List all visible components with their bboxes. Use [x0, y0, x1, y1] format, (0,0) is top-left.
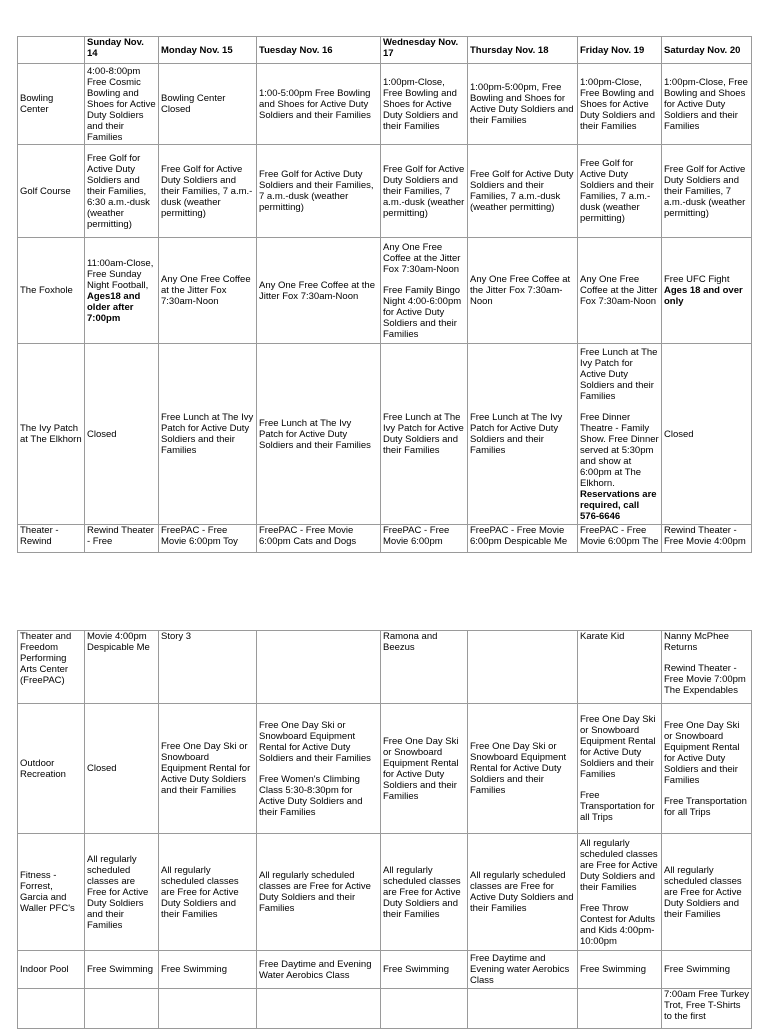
cell-wednesday: Ramona and Beezus [381, 631, 468, 704]
cell-text: Free Throw Contest for Adults and Kids 4:00pm-10:00pm [580, 902, 655, 947]
cell-text [580, 412, 659, 522]
cell-monday: FreePAC - Free Movie 6:00pm Toy [159, 525, 257, 553]
day-header-wednesday: Wednesday Nov. 17 [381, 37, 468, 64]
cell-saturday: 7:00am Free Turkey Trot, Free T-Shirts to the first [662, 989, 752, 1029]
cell-text: Any One Free Coffee at the Jitter Fox 7:30am-Noon [383, 241, 461, 275]
cell-wednesday: Free One Day Ski or Snowboard Equipment Rental for Active Duty Soldiers and their Families [381, 704, 468, 834]
cell-sunday: 4:00-8:00pm Free Cosmic Bowling and Shoes for Active Duty Soldiers and their Families [85, 64, 159, 145]
cell-thursday: Free Lunch at The Ivy Patch for Active Duty Soldiers and their Families [468, 344, 578, 525]
cell-wednesday [381, 989, 468, 1029]
facility-label: Theater and Freedom Performing Arts Center (FreePAC) [18, 631, 85, 704]
row-theater-freepac [18, 631, 752, 704]
day-header-saturday: Saturday Nov. 20 [662, 37, 752, 64]
cell-text: Free Lunch at The Ivy Patch for Active Duty Soldiers and their Families [580, 346, 658, 402]
cell-sunday [85, 238, 159, 344]
cell-text: Nanny McPhee Returns [664, 631, 729, 653]
cell-text: All regularly scheduled classes are Free for Active Duty Soldiers and their Families [580, 837, 658, 893]
cell-sunday: All regularly scheduled classes are Free for Active Duty Soldiers and their Families [85, 834, 159, 951]
row-theater-rewind [18, 525, 752, 553]
facility-label [18, 989, 85, 1029]
dinner-text: Free Dinner Theatre - Family Show. Free Dinner served at 5:30pm and show at 6:00pm at The Elkhorn. [580, 411, 659, 489]
cell-tuesday: Free Golf for Active Duty Soldiers and their Families, 7 a.m.-dusk (weather permitting) [257, 145, 381, 238]
cell-thursday: FreePAC - Free Movie 6:00pm Despicable Me [468, 525, 578, 553]
row-partial [18, 989, 752, 1029]
cell-thursday: Free Golf for Active Duty Soldiers and their Families, 7 a.m.-dusk (weather permitting) [468, 145, 578, 238]
cell-friday: 1:00pm-Close, Free Bowling and Shoes for Active Duty Soldiers and their Families [578, 64, 662, 145]
cell-saturday: 1:00pm-Close, Free Bowling and Shoes for Active Duty Soldiers and their Families [662, 64, 752, 145]
cell-friday [578, 834, 662, 951]
row-indoor-pool [18, 951, 752, 989]
climbing-class-text: Free Women's Climbing Class 5:30-8:30pm for Active Duty Soldiers and their Families [259, 773, 363, 818]
cell-thursday: All regularly scheduled classes are Free for Active Duty Soldiers and their Families [468, 834, 578, 951]
facility-label: Bowling Center [18, 64, 85, 145]
cell-wednesday: Free Lunch at The Ivy Patch for Active Duty Soldiers and their Families [381, 344, 468, 525]
corner-cell [18, 37, 85, 64]
cell-text: Free Transportation for all Trips [580, 790, 655, 823]
cell-text: Free One Day Ski or Snowboard Equipment Rental for Active Duty Soldiers and their Families [664, 719, 740, 786]
cell-wednesday: Free Swimming [381, 951, 468, 989]
cell-saturday: Free Golf for Active Duty Soldiers and their Families, 7 a.m.-dusk (weather permitting) [662, 145, 752, 238]
cell-wednesday: 1:00pm-Close, Free Bowling and Shoes for Active Duty Soldiers and their Families [381, 64, 468, 145]
row-foxhole [18, 238, 752, 344]
row-ivy-patch [18, 344, 752, 525]
cell-monday: Story 3 [159, 631, 257, 704]
cell-text [259, 774, 378, 818]
header-row [18, 37, 752, 64]
cell-text: Free Transportation for all Trips [664, 795, 747, 818]
cell-saturday: Rewind Theater - Free Movie 4:00pm [662, 525, 752, 553]
cell-sunday: Movie 4:00pm Despicable Me [85, 631, 159, 704]
cell-saturday [662, 704, 752, 834]
cell-monday [159, 989, 257, 1029]
facility-label: The Foxhole [18, 238, 85, 344]
cell-text: 11:00am-Close, Free Sunday Night Football, [87, 257, 154, 291]
cell-monday: Free Lunch at The Ivy Patch for Active Duty Soldiers and their Families [159, 344, 257, 525]
facility-label: The Ivy Patch at The Elkhorn [18, 344, 85, 525]
cell-saturday [662, 238, 752, 344]
cell-monday: Any One Free Coffee at the Jitter Fox 7:30am-Noon [159, 238, 257, 344]
facility-label: Indoor Pool [18, 951, 85, 989]
cell-text: Free One Day Ski or Snowboard Equipment Rental for Active Duty Soldiers and their Families [580, 714, 656, 780]
row-outdoor-recreation [18, 704, 752, 834]
cell-friday [578, 989, 662, 1029]
facility-label: Outdoor Recreation [18, 704, 85, 834]
day-header-friday: Friday Nov. 19 [578, 37, 662, 64]
cell-thursday: Free Daytime and Evening water Aerobics Class [468, 951, 578, 989]
row-fitness [18, 834, 752, 951]
cell-friday [578, 704, 662, 834]
cell-friday [578, 344, 662, 525]
cell-friday: Free Swimming [578, 951, 662, 989]
cell-text: Free UFC Fight [664, 274, 730, 285]
cell-friday: Any One Free Coffee at the Jitter Fox 7:30am-Noon [578, 238, 662, 344]
cell-thursday: Free One Day Ski or Snowboard Equipment Rental for Active Duty Soldiers and their Families [468, 704, 578, 834]
age-restriction-note: Ages 18 and over only [664, 285, 743, 307]
cell-text: Free Family Bingo Night 4:00-6:00pm for Active Duty Soldiers and their Families [383, 284, 462, 340]
cell-friday: Karate Kid [578, 631, 662, 704]
cell-sunday: Closed [85, 704, 159, 834]
day-header-monday: Monday Nov. 15 [159, 37, 257, 64]
cell-thursday: Any One Free Coffee at the Jitter Fox 7:30am-Noon [468, 238, 578, 344]
cell-text: Rewind Theater - Free Movie 7:00pm The Expendables [664, 663, 746, 696]
row-golf-course [18, 145, 752, 238]
cell-wednesday: All regularly scheduled classes are Free for Active Duty Soldiers and their Families [381, 834, 468, 951]
cell-saturday: Free Swimming [662, 951, 752, 989]
cell-monday: Bowling Center Closed [159, 64, 257, 145]
cell-sunday: Free Swimming [85, 951, 159, 989]
cell-wednesday [381, 238, 468, 344]
cell-sunday [85, 989, 159, 1029]
age-restriction-note: Ages18 and older after 7:00pm [87, 290, 141, 324]
cell-wednesday: Free Golf for Active Duty Soldiers and their Families, 7 a.m.-dusk (weather permitting) [381, 145, 468, 238]
cell-wednesday: FreePAC - Free Movie 6:00pm [381, 525, 468, 553]
reservation-note: Reservations are required, call 576-6646 [580, 488, 657, 522]
cell-saturday: All regularly scheduled classes are Free for Active Duty Soldiers and their Families [662, 834, 752, 951]
cell-tuesday [257, 704, 381, 834]
day-header-thursday: Thursday Nov. 18 [468, 37, 578, 64]
cell-tuesday: Free Lunch at The Ivy Patch for Active Duty Soldiers and their Families [257, 344, 381, 525]
cell-tuesday: Free Daytime and Evening Water Aerobics Class [257, 951, 381, 989]
facility-label: Theater - Rewind [18, 525, 85, 553]
cell-sunday: Rewind Theater - Free [85, 525, 159, 553]
cell-thursday [468, 989, 578, 1029]
day-header-tuesday: Tuesday Nov. 16 [257, 37, 381, 64]
cell-sunday: Free Golf for Active Duty Soldiers and their Families, 6:30 a.m.-dusk (weather permitting) [85, 145, 159, 238]
cell-tuesday: All regularly scheduled classes are Free for Active Duty Soldiers and their Families [257, 834, 381, 951]
cell-monday: All regularly scheduled classes are Free for Active Duty Soldiers and their Families [159, 834, 257, 951]
cell-thursday: 1:00pm-5:00pm, Free Bowling and Shoes for Active Duty Soldiers and their Families [468, 64, 578, 145]
schedule-table-bottom [17, 630, 752, 1029]
cell-saturday [662, 631, 752, 704]
cell-text: Free One Day Ski or Snowboard Equipment Rental for Active Duty Soldiers and their Families [259, 719, 371, 764]
cell-monday: Free One Day Ski or Snowboard Equipment Rental for Active Duty Soldiers and their Families [159, 704, 257, 834]
cell-monday: Free Swimming [159, 951, 257, 989]
cell-thursday [468, 631, 578, 704]
cell-tuesday: 1:00-5:00pm Free Bowling and Shoes for Active Duty Soldiers and their Families [257, 64, 381, 145]
schedule-table-top [17, 36, 752, 553]
row-bowling-center [18, 64, 752, 145]
cell-tuesday [257, 989, 381, 1029]
cell-tuesday: FreePAC - Free Movie 6:00pm Cats and Dogs [257, 525, 381, 553]
day-header-sunday: Sunday Nov. 14 [85, 37, 159, 64]
cell-monday: Free Golf for Active Duty Soldiers and their Families, 7 a.m.-dusk (weather permitting) [159, 145, 257, 238]
cell-friday: Free Golf for Active Duty Soldiers and their Families, 7 a.m.-dusk (weather permitting) [578, 145, 662, 238]
facility-label: Golf Course [18, 145, 85, 238]
cell-tuesday: Any One Free Coffee at the Jitter Fox 7:30am-Noon [257, 238, 381, 344]
cell-tuesday [257, 631, 381, 704]
cell-saturday: Closed [662, 344, 752, 525]
facility-label: Fitness - Forrest, Garcia and Waller PFC's [18, 834, 85, 951]
cell-sunday: Closed [85, 344, 159, 525]
cell-friday: FreePAC - Free Movie 6:00pm The [578, 525, 662, 553]
